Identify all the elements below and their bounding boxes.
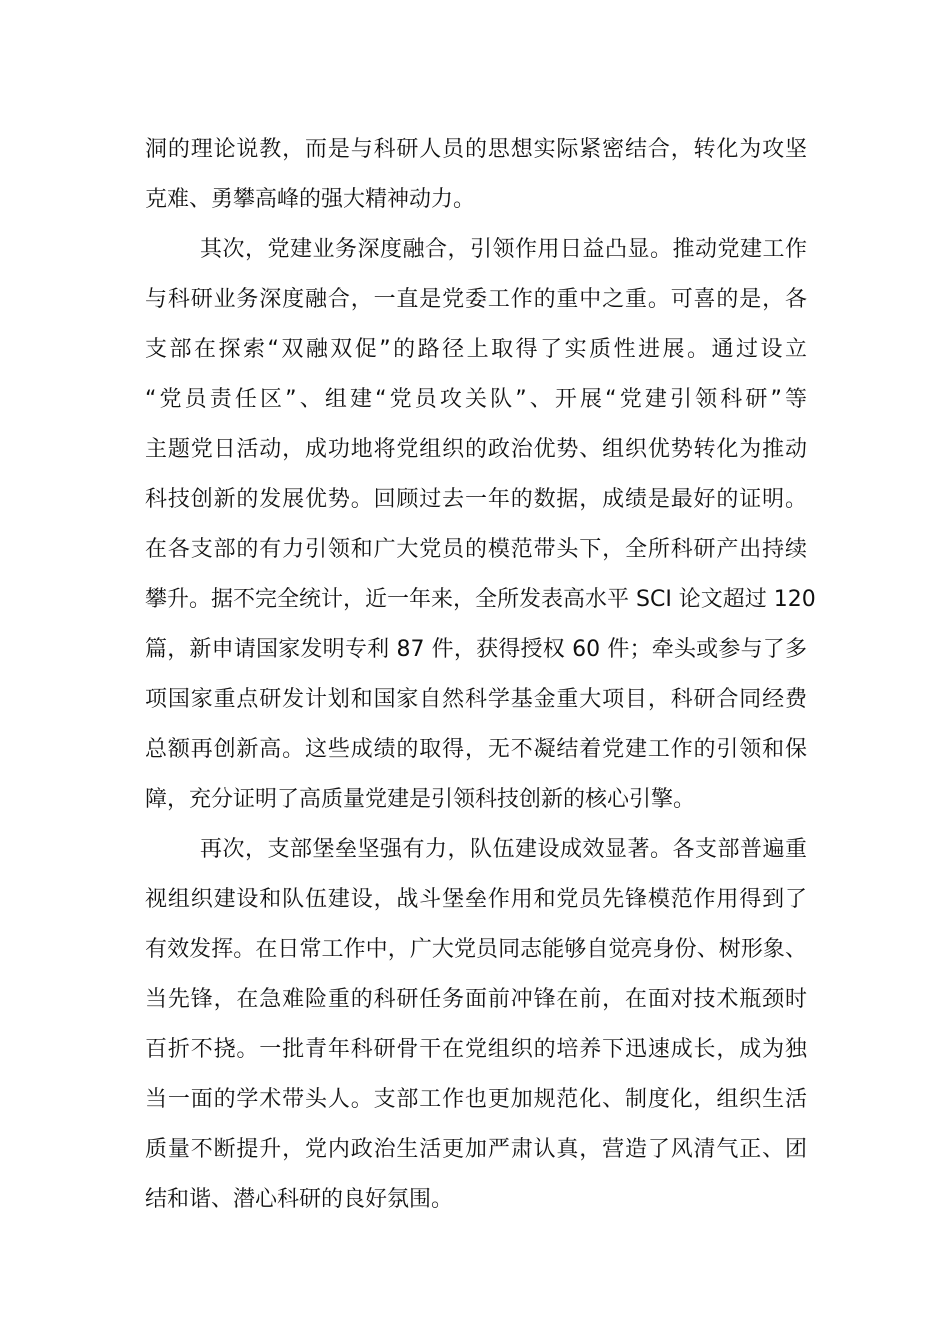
text-line: 在各支部的有力引领和广大党员的模范带头下，全所科研产出持续 bbox=[145, 537, 807, 562]
text-line: 总额再创新高。这些成绩的取得，无不凝结着党建工作的引领和保 bbox=[145, 737, 807, 762]
text-line: 主题党日活动，成功地将党组织的政治优势、组织优势转化为推动 bbox=[145, 437, 807, 462]
text-line: 质量不断提升，党内政治生活更加严肃认真，营造了风清气正、团 bbox=[145, 1137, 807, 1162]
text-line: 攀升。据不完全统计，近一年来，全所发表高水平 SCI 论文超过 120 bbox=[145, 587, 816, 612]
paragraph-start-line: 再次，支部堡垒坚强有力，队伍建设成效显著。各支部普遍重 bbox=[200, 837, 807, 862]
text-line: 视组织建设和队伍建设，战斗堡垒作用和党员先锋模范作用得到了 bbox=[145, 887, 807, 912]
text-line: 当一面的学术带头人。支部工作也更加规范化、制度化，组织生活 bbox=[145, 1087, 807, 1112]
text-line: 有效发挥。在日常工作中，广大党员同志能够自觉亮身份、树形象、 bbox=[145, 937, 807, 962]
text-line: 当先锋，在急难险重的科研任务面前冲锋在前，在面对技术瓶颈时 bbox=[145, 987, 807, 1012]
text-line: 篇，新申请国家发明专利 87 件，获得授权 60 件；牵头或参与了多 bbox=[145, 637, 807, 662]
document-page bbox=[145, 125, 816, 1225]
text-line: 支部在探索“双融双促”的路径上取得了实质性进展。通过设立 bbox=[145, 337, 808, 362]
text-line: “党员责任区”、组建“党员攻关队”、开展“党建引领科研”等 bbox=[145, 387, 807, 412]
text-line: 百折不挠。一批青年科研骨干在党组织的培养下迅速成长，成为独 bbox=[145, 1037, 807, 1062]
text-line: 结和谐、潜心科研的良好氛围。 bbox=[145, 1187, 454, 1212]
text-line: 障，充分证明了高质量党建是引领科技创新的核心引擎。 bbox=[145, 787, 696, 812]
paragraph-start-line: 其次，党建业务深度融合，引领作用日益凸显。推动党建工作 bbox=[200, 237, 807, 262]
text-line: 克难、勇攀高峰的强大精神动力。 bbox=[145, 187, 476, 212]
text-line: 与科研业务深度融合，一直是党委工作的重中之重。可喜的是，各 bbox=[145, 287, 807, 312]
text-line: 科技创新的发展优势。回顾过去一年的数据，成绩是最好的证明。 bbox=[145, 487, 807, 512]
text-line: 洞的理论说教，而是与科研人员的思想实际紧密结合，转化为攻坚 bbox=[145, 137, 807, 162]
text-line: 项国家重点研发计划和国家自然科学基金重大项目，科研合同经费 bbox=[145, 687, 807, 712]
